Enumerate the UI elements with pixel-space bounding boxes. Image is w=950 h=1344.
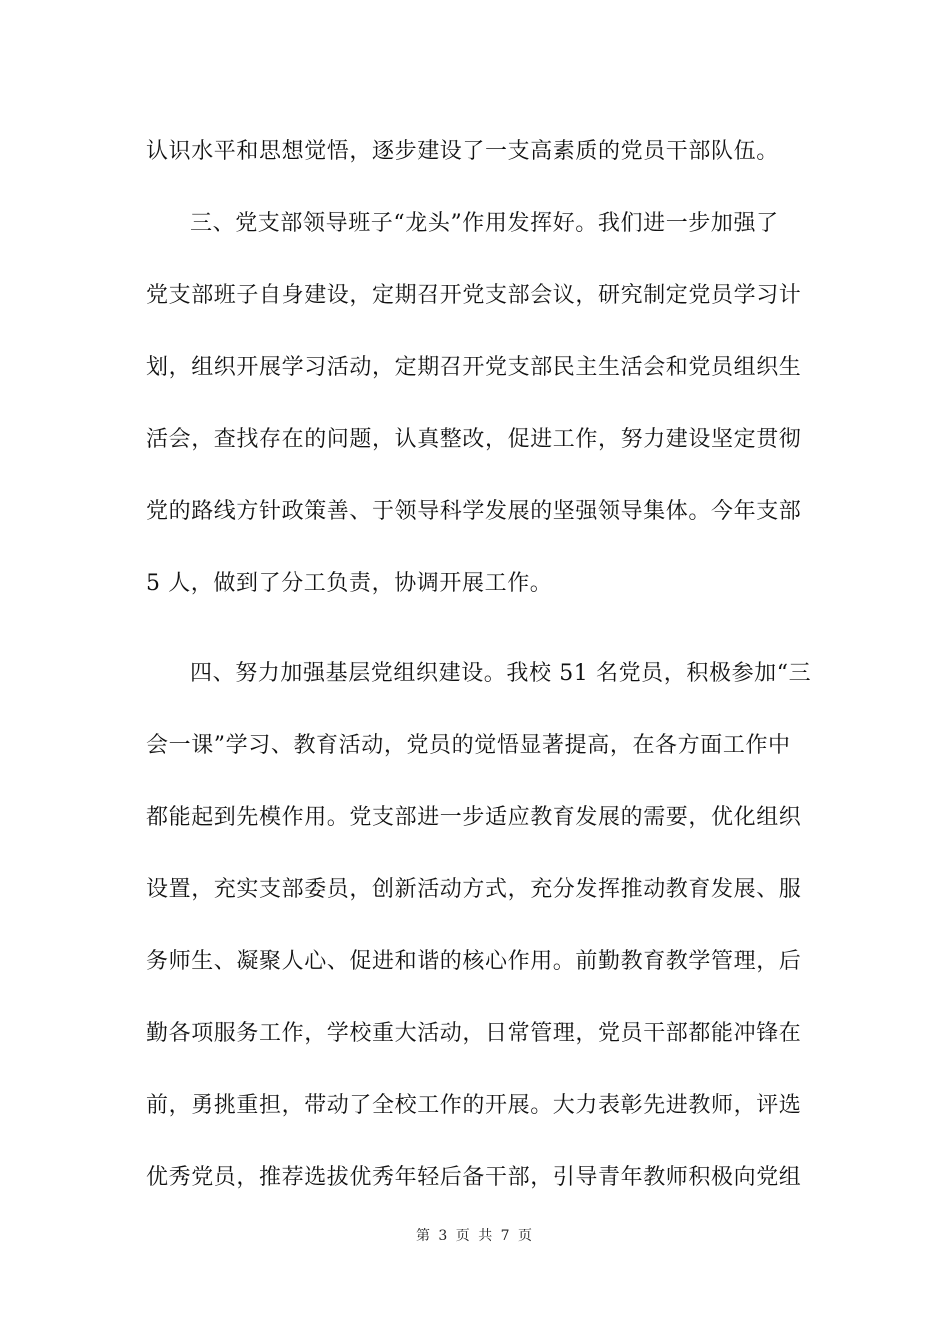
text-line: 勤各项服务工作，学校重大活动，日常管理，党员干部都能冲锋在: [146, 1021, 802, 1046]
text-line: 认识水平和思想觉悟，逐步建设了一支高素质的党员干部队伍。: [146, 139, 779, 164]
text-line: 前，勇挑重担，带动了全校工作的开展。大力表彰先进教师，评选: [146, 1093, 802, 1118]
text-line: 优秀党员，推荐选拔优秀年轻后备干部，引导青年教师积极向党组: [146, 1165, 802, 1190]
text-line: 务师生、凝聚人心、促进和谐的核心作用。前勤教育教学管理，后: [146, 949, 802, 974]
page-number-footer: 第 3 页 共 7 页: [415, 1228, 535, 1244]
paragraph-start-line: 三、党支部领导班子“龙头”作用发挥好。我们进一步加强了: [190, 211, 779, 236]
text-line: 党支部班子自身建设，定期召开党支部会议，研究制定党员学习计: [146, 283, 802, 308]
text-line: 设置，充实支部委员，创新活动方式，充分发挥推动教育发展、服: [146, 877, 802, 902]
text-line: 都能起到先模作用。党支部进一步适应教育发展的需要，优化组织: [146, 805, 802, 830]
text-line: 会一课”学习、教育活动，党员的觉悟显著提高，在各方面工作中: [146, 733, 791, 758]
paragraph-start-line: 四、努力加强基层党组织建设。我校 51 名党员，积极参加“三: [190, 661, 812, 686]
text-line: 5 人，做到了分工负责，协调开展工作。: [146, 571, 553, 596]
text-line: 党的路线方针政策善、于领导科学发展的坚强领导集体。今年支部: [146, 499, 802, 524]
text-line: 活会，查找存在的问题，认真整改，促进工作，努力建设坚定贯彻: [146, 427, 802, 452]
text-line: 划，组织开展学习活动，定期召开党支部民主生活会和党员组织生: [146, 355, 802, 380]
